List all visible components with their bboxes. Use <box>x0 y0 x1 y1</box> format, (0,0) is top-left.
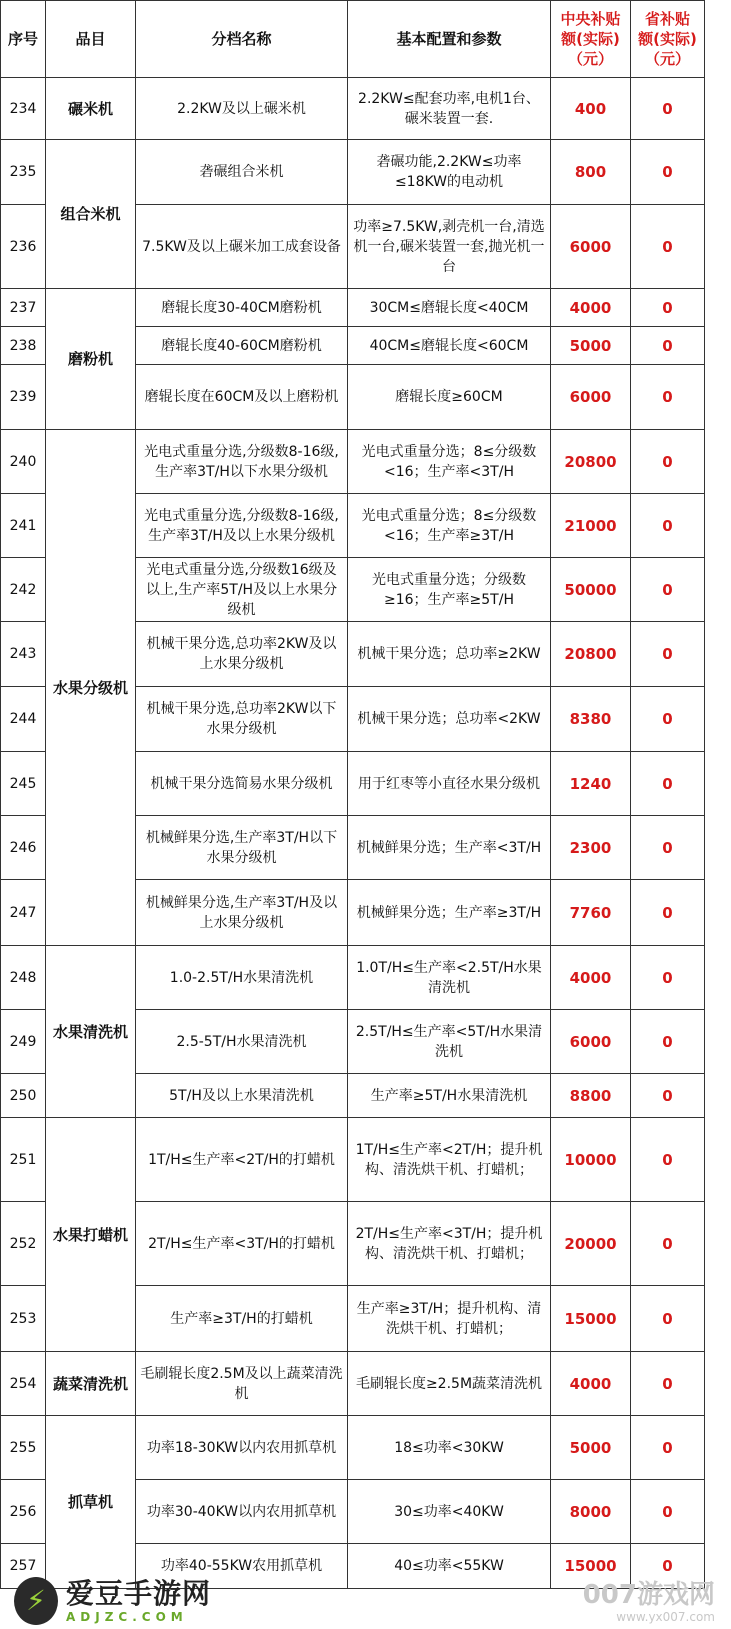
category-cell: 抓草机 <box>46 1416 136 1589</box>
row-id: 246 <box>1 816 46 880</box>
central-subsidy-cell: 8380 <box>551 687 631 752</box>
row-id: 253 <box>1 1286 46 1352</box>
category-cell: 磨粉机 <box>46 289 136 430</box>
site-logo-domain: ADJZC.COM <box>66 1609 188 1624</box>
config-cell: 功率≥7.5KW,剥壳机一台,清选机一台,碾米装置一套,抛光机一台 <box>348 205 551 289</box>
header-tier: 分档名称 <box>136 1 348 78</box>
corner-watermark <box>583 1580 715 1624</box>
tier-cell: 机械鲜果分选,生产率3T/H以下水果分级机 <box>136 816 348 880</box>
province-subsidy-cell: 0 <box>631 140 705 205</box>
config-cell: 40CM≤磨辊长度<60CM <box>348 327 551 365</box>
tier-cell: 7.5KW及以上碾米加工成套设备 <box>136 205 348 289</box>
tier-cell: 生产率≥3T/H的打蜡机 <box>136 1286 348 1352</box>
config-cell: 2.5T/H≤生产率<5T/H水果清洗机 <box>348 1010 551 1074</box>
central-subsidy-cell: 20800 <box>551 622 631 687</box>
header-row <box>1 1 705 78</box>
tier-cell: 5T/H及以上水果清洗机 <box>136 1074 348 1118</box>
row-id: 256 <box>1 1480 46 1544</box>
config-cell: 磨辊长度≥60CM <box>348 365 551 430</box>
config-cell: 光电式重量分选；8≤分级数<16；生产率<3T/H <box>348 430 551 494</box>
row-id: 241 <box>1 494 46 558</box>
header-central-line1: 中央补贴 <box>560 10 621 28</box>
province-subsidy-cell: 0 <box>631 1118 705 1202</box>
config-cell: 1.0T/H≤生产率<2.5T/H水果清洗机 <box>348 946 551 1010</box>
central-subsidy-cell: 6000 <box>551 205 631 289</box>
central-subsidy-cell: 50000 <box>551 558 631 622</box>
category-cell: 水果打蜡机 <box>46 1118 136 1352</box>
central-subsidy-cell: 6000 <box>551 365 631 430</box>
province-subsidy-cell: 0 <box>631 687 705 752</box>
header-province-subsidy <box>631 1 705 78</box>
tier-cell: 机械干果分选,总功率2KW及以上水果分级机 <box>136 622 348 687</box>
header-central-line2: 额(实际) <box>561 30 620 48</box>
province-subsidy-cell: 0 <box>631 78 705 140</box>
tier-cell: 光电式重量分选,分级数16级及以上,生产率5T/H及以上水果分级机 <box>136 558 348 622</box>
config-cell: 2T/H≤生产率<3T/H；提升机构、清洗烘干机、打蜡机； <box>348 1202 551 1286</box>
header-config: 基本配置和参数 <box>348 1 551 78</box>
table-row <box>1 1352 705 1416</box>
table-row <box>1 430 705 494</box>
row-id: 238 <box>1 327 46 365</box>
tier-cell: 功率18-30KW以内农用抓草机 <box>136 1416 348 1480</box>
row-id: 244 <box>1 687 46 752</box>
row-id: 250 <box>1 1074 46 1118</box>
config-cell: 光电式重量分选；8≤分级数<16；生产率≥3T/H <box>348 494 551 558</box>
row-id: 255 <box>1 1416 46 1480</box>
config-cell: 40≤功率<55KW <box>348 1544 551 1589</box>
province-subsidy-cell: 0 <box>631 1202 705 1286</box>
config-cell: 30≤功率<40KW <box>348 1480 551 1544</box>
config-cell: 机械干果分选；总功率<2KW <box>348 687 551 752</box>
central-subsidy-cell: 4000 <box>551 289 631 327</box>
province-subsidy-cell: 0 <box>631 205 705 289</box>
config-cell: 生产率≥5T/H水果清洗机 <box>348 1074 551 1118</box>
header-province-line1: 省补贴 <box>644 10 690 28</box>
central-subsidy-cell: 1240 <box>551 752 631 816</box>
tier-cell: 2T/H≤生产率<3T/H的打蜡机 <box>136 1202 348 1286</box>
province-subsidy-cell: 0 <box>631 1480 705 1544</box>
row-id: 257 <box>1 1544 46 1589</box>
province-subsidy-cell: 0 <box>631 1544 705 1589</box>
category-cell: 水果分级机 <box>46 430 136 946</box>
header-province-line2: 额(实际) <box>638 30 697 48</box>
province-subsidy-cell: 0 <box>631 1010 705 1074</box>
central-subsidy-cell: 10000 <box>551 1118 631 1202</box>
province-subsidy-cell: 0 <box>631 1074 705 1118</box>
category-cell: 碾米机 <box>46 78 136 140</box>
tier-cell: 2.2KW及以上碾米机 <box>136 78 348 140</box>
central-subsidy-cell: 5000 <box>551 1416 631 1480</box>
category-cell: 蔬菜清洗机 <box>46 1352 136 1416</box>
tier-cell: 机械鲜果分选,生产率3T/H及以上水果分级机 <box>136 880 348 946</box>
province-subsidy-cell: 0 <box>631 752 705 816</box>
central-subsidy-cell: 2300 <box>551 816 631 880</box>
central-subsidy-cell: 6000 <box>551 1010 631 1074</box>
central-subsidy-cell: 8000 <box>551 1480 631 1544</box>
header-province-line3: （元） <box>644 50 690 68</box>
tier-cell: 砻碾组合米机 <box>136 140 348 205</box>
row-id: 243 <box>1 622 46 687</box>
province-subsidy-cell: 0 <box>631 946 705 1010</box>
province-subsidy-cell: 0 <box>631 327 705 365</box>
province-subsidy-cell: 0 <box>631 494 705 558</box>
tier-cell: 机械干果分选简易水果分级机 <box>136 752 348 816</box>
config-cell: 机械鲜果分选；生产率<3T/H <box>348 816 551 880</box>
central-subsidy-cell: 4000 <box>551 1352 631 1416</box>
header-central-subsidy <box>551 1 631 78</box>
config-cell: 光电式重量分选；分级数≥16；生产率≥5T/H <box>348 558 551 622</box>
province-subsidy-cell: 0 <box>631 365 705 430</box>
row-id: 248 <box>1 946 46 1010</box>
central-subsidy-cell: 400 <box>551 78 631 140</box>
site-logo-name: 爱豆手游网 <box>66 1576 212 1610</box>
table-row <box>1 946 705 1010</box>
config-cell: 生产率≥3T/H；提升机构、清洗烘干机、打蜡机； <box>348 1286 551 1352</box>
row-id: 247 <box>1 880 46 946</box>
tier-cell: 1.0-2.5T/H水果清洗机 <box>136 946 348 1010</box>
tier-cell: 磨辊长度在60CM及以上磨粉机 <box>136 365 348 430</box>
config-cell: 毛刷辊长度≥2.5M蔬菜清洗机 <box>348 1352 551 1416</box>
central-subsidy-cell: 15000 <box>551 1544 631 1589</box>
province-subsidy-cell: 0 <box>631 1416 705 1480</box>
row-id: 239 <box>1 365 46 430</box>
tier-cell: 机械干果分选,总功率2KW以下水果分级机 <box>136 687 348 752</box>
tier-cell: 光电式重量分选,分级数8-16级,生产率3T/H及以上水果分级机 <box>136 494 348 558</box>
province-subsidy-cell: 0 <box>631 816 705 880</box>
central-subsidy-cell: 21000 <box>551 494 631 558</box>
row-id: 242 <box>1 558 46 622</box>
category-cell: 组合米机 <box>46 140 136 289</box>
row-id: 234 <box>1 78 46 140</box>
config-cell: 砻碾功能,2.2KW≤功率≤18KW的电动机 <box>348 140 551 205</box>
province-subsidy-cell: 0 <box>631 289 705 327</box>
row-id: 252 <box>1 1202 46 1286</box>
central-subsidy-cell: 4000 <box>551 946 631 1010</box>
province-subsidy-cell: 0 <box>631 1352 705 1416</box>
tier-cell: 功率40-55KW农用抓草机 <box>136 1544 348 1589</box>
config-cell: 18≤功率<30KW <box>348 1416 551 1480</box>
central-subsidy-cell: 15000 <box>551 1286 631 1352</box>
table-row <box>1 140 705 205</box>
tier-cell: 磨辊长度30-40CM磨粉机 <box>136 289 348 327</box>
central-subsidy-cell: 20000 <box>551 1202 631 1286</box>
table-row <box>1 1118 705 1202</box>
central-subsidy-cell: 7760 <box>551 880 631 946</box>
row-id: 251 <box>1 1118 46 1202</box>
category-cell: 水果清洗机 <box>46 946 136 1118</box>
tier-cell: 毛刷辊长度2.5M及以上蔬菜清洗机 <box>136 1352 348 1416</box>
table-row <box>1 289 705 327</box>
table-row <box>1 1416 705 1480</box>
tier-cell: 功率30-40KW以内农用抓草机 <box>136 1480 348 1544</box>
config-cell: 机械鲜果分选；生产率≥3T/H <box>348 880 551 946</box>
tier-cell: 2.5-5T/H水果清洗机 <box>136 1010 348 1074</box>
tier-cell: 光电式重量分选,分级数8-16级,生产率3T/H以下水果分级机 <box>136 430 348 494</box>
province-subsidy-cell: 0 <box>631 558 705 622</box>
site-logo-text <box>66 1578 211 1624</box>
province-subsidy-cell: 0 <box>631 880 705 946</box>
central-subsidy-cell: 800 <box>551 140 631 205</box>
row-id: 254 <box>1 1352 46 1416</box>
config-cell: 机械干果分选；总功率≥2KW <box>348 622 551 687</box>
config-cell: 30CM≤磨辊长度<40CM <box>348 289 551 327</box>
row-id: 237 <box>1 289 46 327</box>
central-subsidy-cell: 20800 <box>551 430 631 494</box>
row-id: 249 <box>1 1010 46 1074</box>
central-subsidy-cell: 8800 <box>551 1074 631 1118</box>
tier-cell: 磨辊长度40-60CM磨粉机 <box>136 327 348 365</box>
corner-watermark-url: www.yx007.com <box>616 1610 715 1624</box>
config-cell: 1T/H≤生产率<2T/H；提升机构、清洗烘干机、打蜡机； <box>348 1118 551 1202</box>
province-subsidy-cell: 0 <box>631 622 705 687</box>
lightning-icon: ⚡ <box>14 1577 58 1625</box>
central-subsidy-cell: 5000 <box>551 327 631 365</box>
row-id: 235 <box>1 140 46 205</box>
tier-cell: 1T/H≤生产率<2T/H的打蜡机 <box>136 1118 348 1202</box>
row-id: 240 <box>1 430 46 494</box>
row-id: 245 <box>1 752 46 816</box>
table-row <box>1 78 705 140</box>
site-logo-watermark <box>0 1572 280 1629</box>
province-subsidy-cell: 0 <box>631 430 705 494</box>
header-central-line3: （元） <box>567 50 613 68</box>
config-cell: 用于红枣等小直径水果分级机 <box>348 752 551 816</box>
config-cell: 2.2KW≤配套功率,电机1台、碾米装置一套. <box>348 78 551 140</box>
header-seq: 序号 <box>1 1 46 78</box>
header-item: 品目 <box>46 1 136 78</box>
row-id: 236 <box>1 205 46 289</box>
corner-watermark-name: 007游戏网 <box>582 1580 715 1610</box>
province-subsidy-cell: 0 <box>631 1286 705 1352</box>
